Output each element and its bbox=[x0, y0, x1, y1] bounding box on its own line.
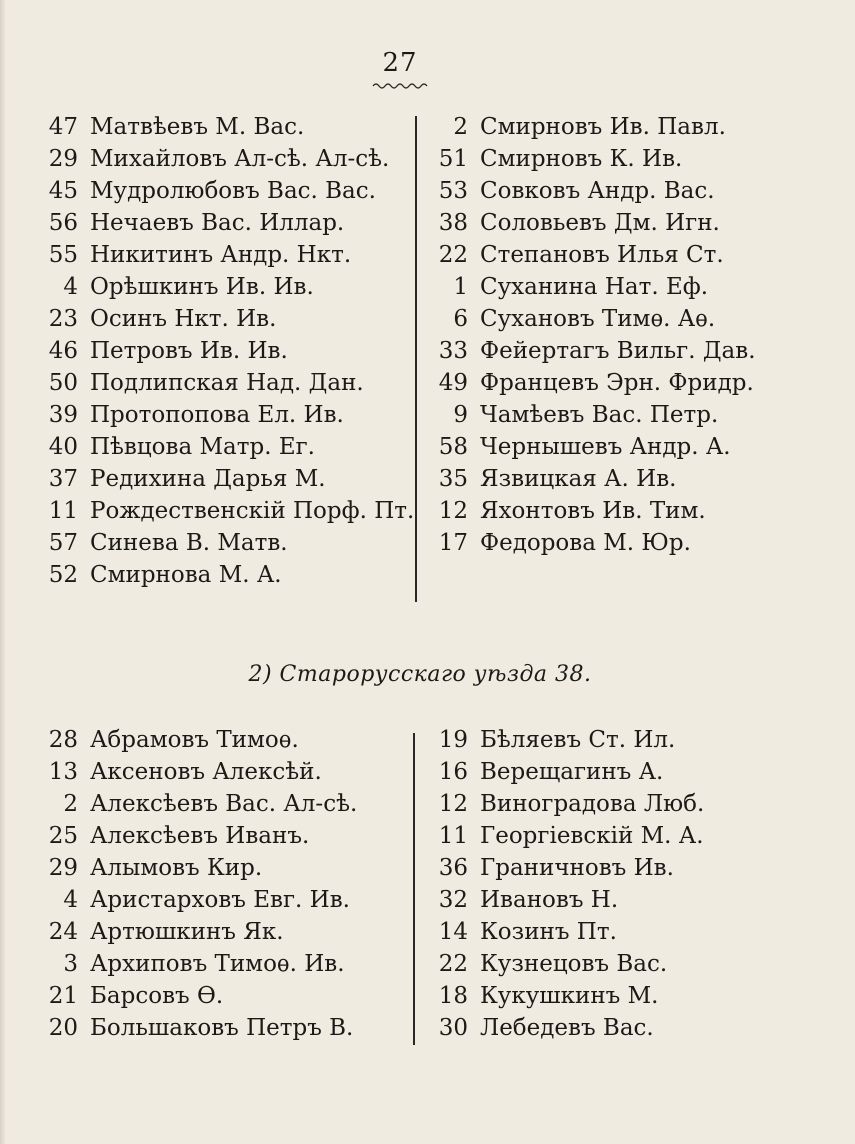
list-item bbox=[432, 370, 756, 402]
entry-name: Мудролюбовъ Вас. Вас. bbox=[90, 178, 376, 204]
entry-number: 30 bbox=[438, 1015, 468, 1041]
entry-number: 29 bbox=[48, 146, 78, 172]
entry-number: 51 bbox=[438, 146, 468, 172]
entry-name: Осинъ Нкт. Ив. bbox=[90, 306, 277, 332]
entry-number: 23 bbox=[48, 306, 78, 332]
list-item bbox=[432, 1015, 704, 1047]
section1-right-column bbox=[432, 114, 756, 562]
entry-number: 47 bbox=[48, 114, 78, 140]
entry-number: 4 bbox=[63, 274, 78, 300]
list-item bbox=[432, 887, 704, 919]
entry-number: 11 bbox=[438, 823, 468, 849]
entry-number: 45 bbox=[48, 178, 78, 204]
entry-number: 9 bbox=[453, 402, 468, 428]
list-item bbox=[432, 823, 704, 855]
entry-name: Смирновъ К. Ив. bbox=[480, 146, 683, 172]
entry-number: 38 bbox=[438, 210, 468, 236]
entry-number: 32 bbox=[438, 887, 468, 913]
entry-name: Фейертагъ Вильг. Дав. bbox=[480, 338, 756, 364]
list-item bbox=[42, 306, 414, 338]
entry-name: Петровъ Ив. Ив. bbox=[90, 338, 288, 364]
list-item bbox=[42, 727, 357, 759]
entry-number: 16 bbox=[438, 759, 468, 785]
list-item bbox=[432, 791, 704, 823]
entry-number: 50 bbox=[48, 370, 78, 396]
list-item bbox=[42, 146, 414, 178]
entry-name: Большаковъ Петръ В. bbox=[90, 1015, 354, 1041]
entry-number: 22 bbox=[438, 242, 468, 268]
entry-name: Чамѣевъ Вас. Петр. bbox=[480, 402, 719, 428]
entry-name: Граничновъ Ив. bbox=[480, 855, 674, 881]
entry-number: 13 bbox=[48, 759, 78, 785]
list-item bbox=[42, 274, 414, 306]
list-item bbox=[42, 759, 357, 791]
page-number: 27 bbox=[382, 48, 418, 78]
section2-left-column bbox=[42, 727, 357, 1047]
entry-name: Аксеновъ Алексѣй. bbox=[90, 759, 322, 785]
entry-number: 4 bbox=[63, 887, 78, 913]
entry-name: Язвицкая А. Ив. bbox=[480, 466, 677, 492]
entry-name: Лебедевъ Вас. bbox=[480, 1015, 654, 1041]
list-item bbox=[42, 402, 414, 434]
entry-number: 55 bbox=[48, 242, 78, 268]
entry-number: 46 bbox=[48, 338, 78, 364]
wavy-ornament-icon bbox=[372, 82, 428, 90]
entry-number: 2 bbox=[63, 791, 78, 817]
list-item bbox=[432, 178, 756, 210]
section2-right-column bbox=[432, 727, 704, 1047]
entry-number: 58 bbox=[438, 434, 468, 460]
entry-number: 52 bbox=[48, 562, 78, 588]
list-item bbox=[42, 434, 414, 466]
entry-number: 35 bbox=[438, 466, 468, 492]
entry-name: Смирновъ Ив. Павл. bbox=[480, 114, 726, 140]
list-item bbox=[432, 338, 756, 370]
entry-number: 56 bbox=[48, 210, 78, 236]
entry-number: 22 bbox=[438, 951, 468, 977]
entry-number: 17 bbox=[438, 530, 468, 556]
entry-name: Подлипская Над. Дан. bbox=[90, 370, 364, 396]
entry-name: Ивановъ Н. bbox=[480, 887, 619, 913]
list-item bbox=[42, 887, 357, 919]
list-item bbox=[42, 178, 414, 210]
entry-name: Рождественскій Порф. Пт. bbox=[90, 498, 415, 524]
list-item bbox=[42, 823, 357, 855]
entry-name: Нечаевъ Вас. Иллар. bbox=[90, 210, 345, 236]
entry-number: 1 bbox=[453, 274, 468, 300]
entry-name: Алексѣевъ Иванъ. bbox=[90, 823, 310, 849]
list-item bbox=[42, 466, 414, 498]
entry-name: Синева В. Матв. bbox=[90, 530, 288, 556]
list-item bbox=[432, 114, 756, 146]
list-item bbox=[432, 727, 704, 759]
entry-number: 18 bbox=[438, 983, 468, 1009]
list-item bbox=[432, 466, 756, 498]
entry-number: 14 bbox=[438, 919, 468, 945]
entry-name: Аристарховъ Евг. Ив. bbox=[90, 887, 350, 913]
list-item bbox=[42, 791, 357, 823]
list-item bbox=[432, 983, 704, 1015]
entry-name: Яхонтовъ Ив. Тим. bbox=[480, 498, 706, 524]
list-item bbox=[432, 498, 756, 530]
list-item bbox=[432, 919, 704, 951]
list-item bbox=[432, 402, 756, 434]
entry-number: 24 bbox=[48, 919, 78, 945]
entry-name: Суханина Нат. Еф. bbox=[480, 274, 709, 300]
entry-name: Виноградова Люб. bbox=[480, 791, 705, 817]
list-item bbox=[432, 855, 704, 887]
list-item bbox=[432, 759, 704, 791]
entry-name: Соловьевъ Дм. Игн. bbox=[480, 210, 720, 236]
entry-name: Степановъ Илья Ст. bbox=[480, 242, 724, 268]
entry-number: 49 bbox=[438, 370, 468, 396]
entry-name: Францевъ Эрн. Фридр. bbox=[480, 370, 754, 396]
entry-name: Верещагинъ А. bbox=[480, 759, 664, 785]
list-item bbox=[432, 951, 704, 983]
entry-number: 29 bbox=[48, 855, 78, 881]
list-item bbox=[42, 562, 414, 594]
entry-name: Георгіевскій М. А. bbox=[480, 823, 704, 849]
list-item bbox=[42, 114, 414, 146]
list-item bbox=[42, 983, 357, 1015]
entry-number: 57 bbox=[48, 530, 78, 556]
section1-left-column bbox=[42, 114, 414, 594]
entry-number: 2 bbox=[453, 114, 468, 140]
entry-number: 19 bbox=[438, 727, 468, 753]
entry-name: Барсовъ Ѳ. bbox=[90, 983, 224, 1009]
entry-name: Михайловъ Ал-сѣ. Ал-сѣ. bbox=[90, 146, 390, 172]
list-item bbox=[432, 146, 756, 178]
entry-name: Смирнова М. А. bbox=[90, 562, 282, 588]
entry-name: Пѣвцова Матр. Ег. bbox=[90, 434, 315, 460]
list-item bbox=[42, 210, 414, 242]
entry-name: Кузнецовъ Вас. bbox=[480, 951, 668, 977]
entry-name: Орѣшкинъ Ив. Ив. bbox=[90, 274, 314, 300]
entry-number: 20 bbox=[48, 1015, 78, 1041]
column-divider bbox=[413, 733, 415, 1045]
entry-name: Федорова М. Юр. bbox=[480, 530, 691, 556]
entry-name: Сухановъ Тимѳ. Аѳ. bbox=[480, 306, 716, 332]
entry-name: Алымовъ Кир. bbox=[90, 855, 263, 881]
list-item bbox=[432, 242, 756, 274]
entry-name: Чернышевъ Андр. А. bbox=[480, 434, 731, 460]
entry-number: 3 bbox=[63, 951, 78, 977]
entry-name: Козинъ Пт. bbox=[480, 919, 617, 945]
list-item bbox=[42, 919, 357, 951]
entry-number: 25 bbox=[48, 823, 78, 849]
list-item bbox=[42, 951, 357, 983]
column-divider bbox=[415, 116, 417, 602]
list-item bbox=[42, 242, 414, 274]
list-item bbox=[42, 1015, 357, 1047]
list-item bbox=[432, 274, 756, 306]
list-item bbox=[42, 530, 414, 562]
entry-name: Кукушкинъ М. bbox=[480, 983, 659, 1009]
entry-name: Абрамовъ Тимоѳ. bbox=[90, 727, 299, 753]
entry-name: Алексѣевъ Вас. Ал-сѣ. bbox=[90, 791, 358, 817]
entry-name: Совковъ Андр. Вас. bbox=[480, 178, 715, 204]
list-item bbox=[42, 855, 357, 887]
list-item bbox=[42, 498, 414, 530]
list-item bbox=[42, 338, 414, 370]
entry-number: 6 bbox=[453, 306, 468, 332]
entry-number: 33 bbox=[438, 338, 468, 364]
list-item bbox=[42, 370, 414, 402]
entry-number: 39 bbox=[48, 402, 78, 428]
entry-number: 12 bbox=[438, 498, 468, 524]
entry-number: 28 bbox=[48, 727, 78, 753]
entry-name: Редихина Дарья М. bbox=[90, 466, 326, 492]
entry-number: 21 bbox=[48, 983, 78, 1009]
entry-number: 36 bbox=[438, 855, 468, 881]
entry-name: Протопопова Ел. Ив. bbox=[90, 402, 344, 428]
entry-name: Никитинъ Андр. Нкт. bbox=[90, 242, 352, 268]
entry-number: 37 bbox=[48, 466, 78, 492]
entry-number: 12 bbox=[438, 791, 468, 817]
entry-name: Архиповъ Тимоѳ. Ив. bbox=[90, 951, 345, 977]
entry-number: 40 bbox=[48, 434, 78, 460]
list-item bbox=[432, 530, 756, 562]
page-edge-shadow bbox=[0, 0, 6, 1144]
list-item bbox=[432, 306, 756, 338]
list-item bbox=[432, 210, 756, 242]
entry-name: Бѣляевъ Ст. Ил. bbox=[480, 727, 676, 753]
section-heading: 2) Старорусскаго уѣзда 38. bbox=[248, 662, 592, 687]
entry-name: Артюшкинъ Як. bbox=[90, 919, 284, 945]
entry-name: Матвѣевъ М. Вас. bbox=[90, 114, 305, 140]
entry-number: 11 bbox=[48, 498, 78, 524]
entry-number: 53 bbox=[438, 178, 468, 204]
list-item bbox=[432, 434, 756, 466]
